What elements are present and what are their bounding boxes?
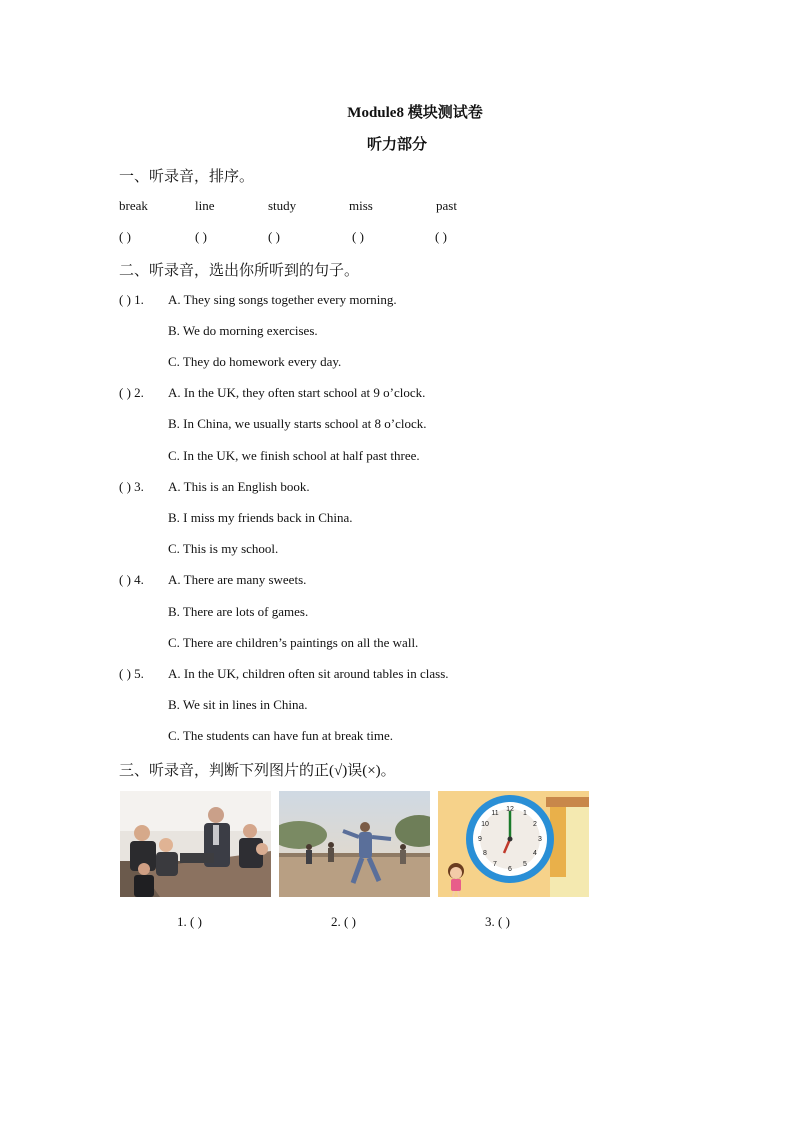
svg-text:7: 7 — [493, 861, 497, 868]
option-c: C. The students can have fun at break time. — [168, 728, 394, 743]
option-b: B. In China, we usually starts school at 8 o’clock. — [168, 416, 427, 431]
picture-2-answer[interactable]: 2. ( ) — [331, 914, 356, 929]
svg-text:12: 12 — [506, 806, 514, 813]
option-c: C. This is my school. — [168, 541, 279, 556]
question-prefix[interactable]: ( ) 4. — [119, 572, 144, 587]
page-title: Module8 模块测试卷 — [347, 105, 483, 121]
option-b: B. We sit in lines in China. — [168, 697, 308, 712]
svg-text:11: 11 — [491, 810, 499, 817]
answer-blank[interactable]: ( ) — [435, 229, 447, 244]
svg-text:2: 2 — [533, 821, 537, 828]
word-past: past — [436, 198, 457, 213]
svg-text:6: 6 — [508, 866, 512, 873]
option-b: B. I miss my friends back in China. — [168, 510, 353, 525]
option-c: C. In the UK, we finish school at half past three. — [168, 448, 420, 463]
word-miss: miss — [349, 198, 373, 213]
option-a: A. In the UK, they often start school at 9 o’clock. — [168, 385, 426, 400]
option-b: B. We do morning exercises. — [168, 323, 318, 338]
svg-text:5: 5 — [523, 861, 527, 868]
question-prefix[interactable]: ( ) 2. — [119, 385, 144, 400]
svg-text:10: 10 — [481, 821, 489, 828]
option-a: A. This is an English book. — [168, 479, 310, 494]
meeting-photo — [120, 791, 271, 897]
answer-blank[interactable]: ( ) — [119, 229, 131, 244]
word-line: line — [195, 198, 215, 213]
section1-heading: 一、听录音，排序。 — [119, 169, 255, 185]
page-subtitle: 听力部分 — [366, 137, 427, 153]
option-c: C. There are children’s paintings on all the wall. — [168, 635, 419, 650]
answer-blank[interactable]: ( ) — [195, 229, 207, 244]
clock-picture — [438, 791, 589, 897]
svg-text:1: 1 — [523, 810, 527, 817]
picture-3-answer[interactable]: 3. ( ) — [485, 914, 510, 929]
answer-blank[interactable]: ( ) — [352, 229, 364, 244]
svg-text:9: 9 — [478, 836, 482, 843]
option-a: A. They sing songs together every morning. — [168, 292, 397, 307]
tai-chi-photo — [279, 791, 430, 897]
svg-text:8: 8 — [483, 850, 487, 857]
section2-heading: 二、听录音，选出你所听到的句子。 — [119, 263, 360, 279]
word-break: break — [119, 198, 148, 213]
svg-text:4: 4 — [533, 850, 537, 857]
question-prefix[interactable]: ( ) 3. — [119, 479, 144, 494]
option-b: B. There are lots of games. — [168, 604, 309, 619]
question-prefix[interactable]: ( ) 1. — [119, 292, 144, 307]
option-a: A. There are many sweets. — [168, 572, 307, 587]
picture-1-answer[interactable]: 1. ( ) — [177, 914, 202, 929]
answer-blank[interactable]: ( ) — [268, 229, 280, 244]
question-prefix[interactable]: ( ) 5. — [119, 666, 144, 681]
option-c: C. They do homework every day. — [168, 354, 342, 369]
section3-heading: 三、听录音，判断下列图片的正(√)误(×)。 — [119, 763, 396, 779]
word-study: study — [268, 198, 297, 213]
option-a: A. In the UK, children often sit around tables in class. — [168, 666, 449, 681]
svg-text:3: 3 — [538, 836, 542, 843]
